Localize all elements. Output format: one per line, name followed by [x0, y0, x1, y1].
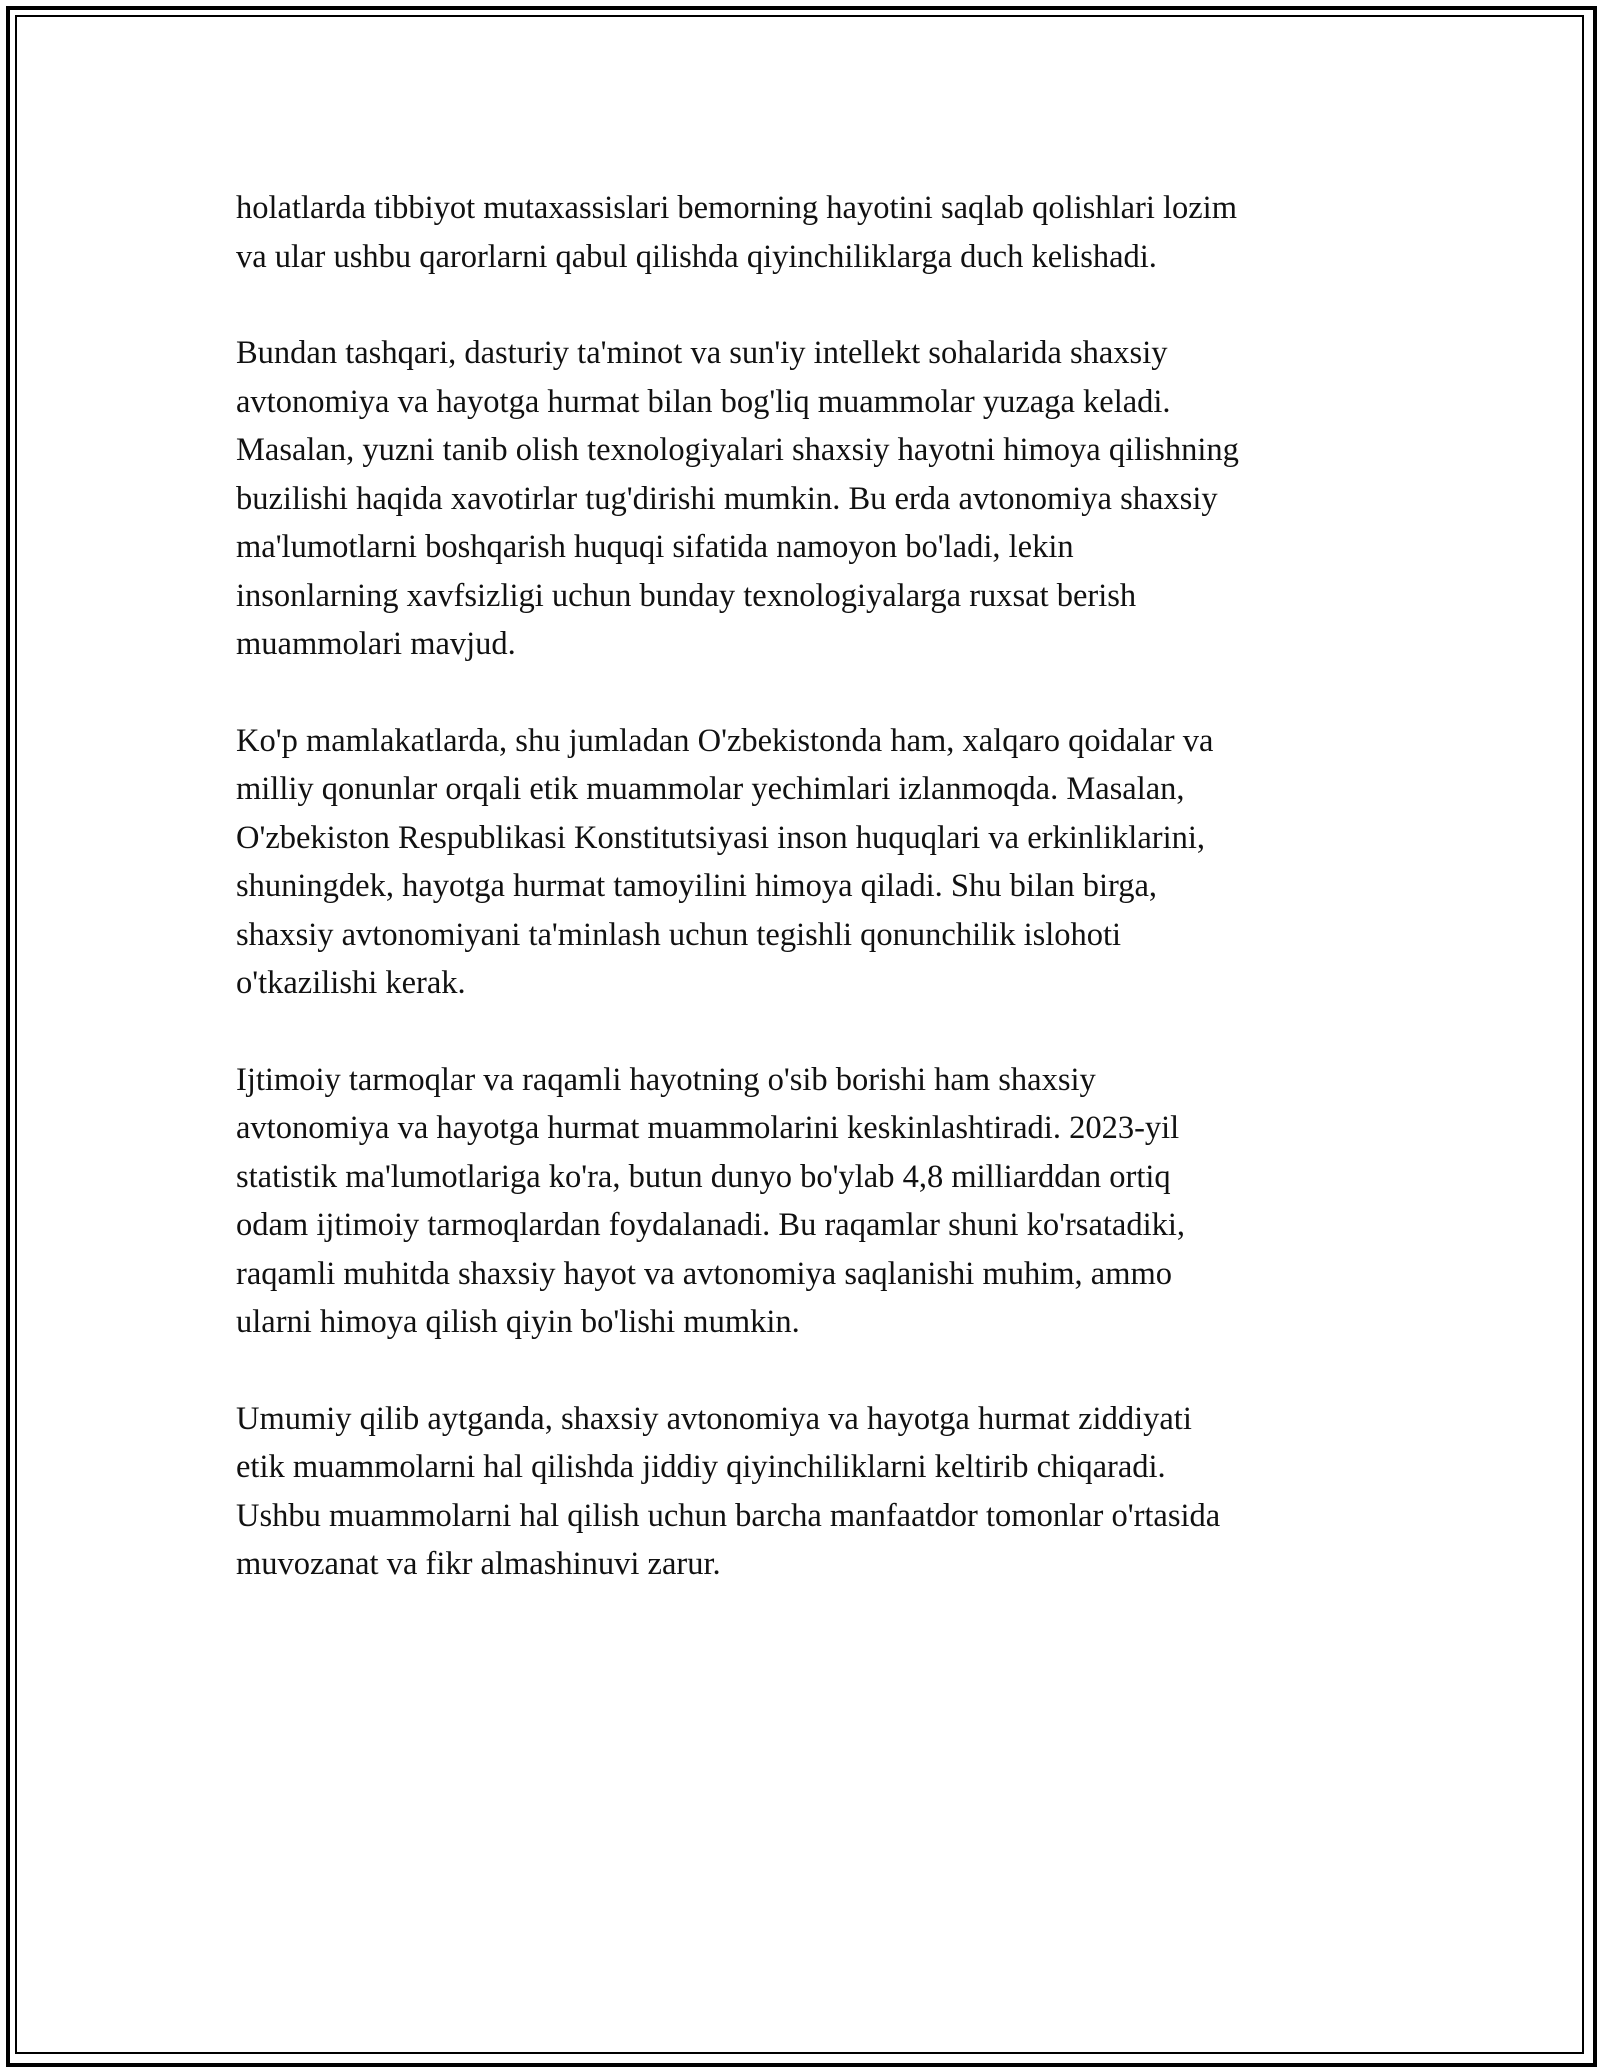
- paragraph-4: Ijtimoiy tarmoqlar va raqamli hayotning o'sib borishi ham shaxsiy avtonomiya va hayotga hurmat muammolarini keskinlashtiradi. 2023-yil statistik ma'lumotlariga ko'ra, butun dunyo bo'ylab 4,8 milliarddan ortiq odam ijtimoiy tarmoqlardan foydalanadi. Bu raqamlar shuni ko'rsatadiki, raqamli muhitda shaxsiy hayot va avtonomiya saqlanishi muhim, ammo ularni himoya qilish qiyin bo'lishi mumkin.: [236, 1061, 1186, 1340]
- paragraph-3: Ko'p mamlakatlarda, shu jumladan O'zbekistonda ham, xalqaro qoidalar va milliy qonunlar orqali etik muammolar yechimlari izlanmoqda. Masalan, O'zbekiston Respublikasi Konstitutsiyasi inson huquqlari va erkinliklarini, shuningdek, hayotga hurmat tamoyilini himoya qiladi. Shu bilan birga, shaxsiy avtonomiyani ta'minlash uchun tegishli qonunchilik islohoti o'tkazilishi kerak.: [236, 722, 1214, 1001]
- paragraph-1: holatlarda tibbiyot mutaxassislari bemorning hayotini saqlab qolishlari lozim va ular ushbu qarorlarni qabul qilishda qiyinchiliklarga duch kelishadi.: [236, 190, 1237, 275]
- paragraph-2: Bundan tashqari, dasturiy ta'minot va sun'iy intellekt sohalarida shaxsiy avtonomiya va hayotga hurmat bilan bog'liq muammolar yuzaga keladi. Masalan, yuzni tanib olish texnologiyalari shaxsiy hayotni himoya qilishning buzilishi haqida xavotirlar tug'dirishi mumkin. Bu erda avtonomiya shaxsiy ma'lumotlarni boshqarish huquqi sifatida namoyon bo'ladi, lekin insonlarning xavfsizligi uchun bunday texnologiyalarga ruxsat berish muammolari mavjud.: [236, 335, 1239, 662]
- paragraph-5: Umumiy qilib aytganda, shaxsiy avtonomiya va hayotga hurmat ziddiyati etik muammolarni hal qilishda jiddiy qiyinchiliklarni keltirib chiqaradi. Ushbu muammolarni hal qilish uchun barcha manfaatdor tomonlar o'rtasida muvozanat va fikr almashinuvi zarur.: [236, 1400, 1221, 1582]
- document-body: [236, 184, 1386, 1637]
